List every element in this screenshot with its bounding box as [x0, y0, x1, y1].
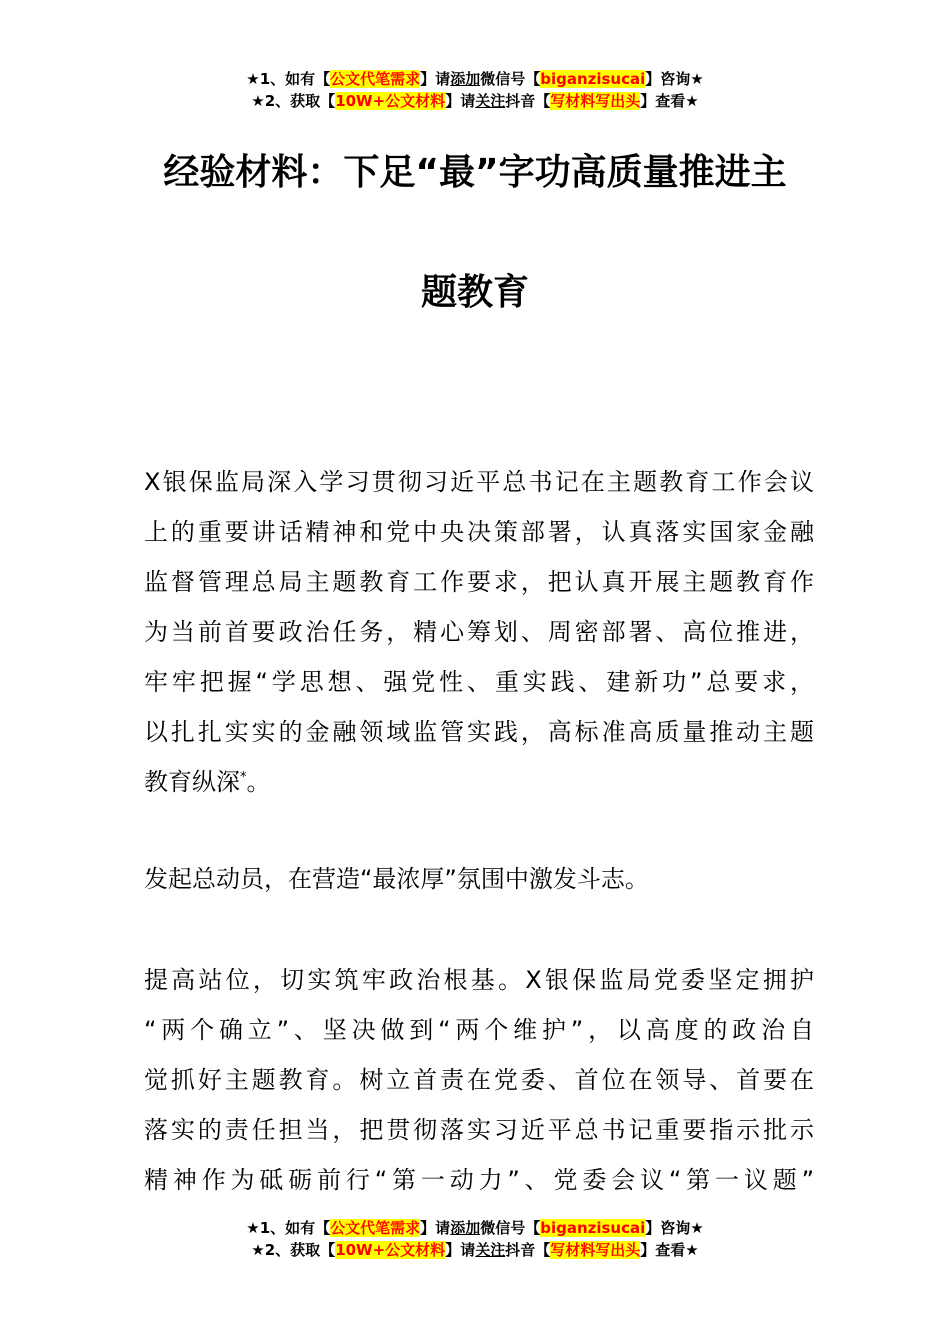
banner-highlight-materials: 10W+公文材料	[335, 1241, 446, 1259]
paragraph-intro	[144, 457, 814, 807]
paragraph-line: 为当前首要政治任务，精心筹划、周密部署、高位推进，	[144, 618, 814, 646]
paragraph-line-text: 教育纵深	[144, 768, 240, 796]
paragraph-line: 以扎扎实实的金融领域监管实践，高标准高质量推动主题	[144, 718, 814, 746]
banner-text: 】咨询★	[645, 1219, 704, 1237]
banner-text: 】请	[420, 70, 451, 88]
banner-text: 抖音【	[505, 1241, 551, 1259]
paragraph-line: X银保监局深入学习贯彻习近平总书记在主题教育工作会议	[144, 468, 814, 496]
paragraph-line: 落实的责任担当，把贯彻落实习近平总书记重要指示批示	[144, 1116, 814, 1144]
banner-text: 】请	[445, 92, 476, 110]
footnote-mark: *	[240, 770, 247, 785]
banner-emphasis: 关注	[475, 1241, 506, 1259]
paragraph-line: 监督管理总局主题教育工作要求，把认真开展主题教育作	[144, 568, 814, 596]
footer-banner-line-1	[0, 1217, 950, 1239]
paragraph-section-heading	[144, 854, 814, 904]
banner-highlight-service: 公文代笔需求	[330, 1219, 421, 1237]
footer-banner-line-2	[0, 1239, 950, 1261]
banner-text: 】查看★	[640, 92, 699, 110]
banner-emphasis: 关注	[475, 92, 506, 110]
paragraph-line: 觉抓好主题教育。树立首责在党委、首位在领导、首要在	[144, 1066, 814, 1094]
paragraph-line: 发起总动员，在营造“最浓厚”氛围中激发斗志。	[144, 865, 649, 893]
paragraph-line	[144, 757, 814, 807]
header-banner-line-2	[0, 90, 950, 112]
banner-text: ★1、如有【	[246, 1219, 331, 1237]
banner-highlight-materials: 10W+公文材料	[335, 92, 446, 110]
banner-highlight-douyin: 写材料写出头	[550, 92, 641, 110]
paragraph-political-foundation	[144, 955, 814, 1205]
header-banner	[0, 68, 950, 112]
paragraph-line: 牢牢把握“学思想、强党性、重实践、建新功”总要求，	[144, 668, 814, 696]
banner-text: 抖音【	[505, 92, 551, 110]
banner-text: 】咨询★	[645, 70, 704, 88]
paragraph-line: 提高站位，切实筑牢政治根基。X银保监局党委坚定拥护	[144, 966, 814, 994]
paragraph-line-text: 。	[246, 768, 271, 796]
paragraph-line: “两个确立”、坚决做到“两个维护”，以高度的政治自	[144, 1016, 814, 1044]
banner-text: 微信号【	[480, 1219, 541, 1237]
header-banner-line-1	[0, 68, 950, 90]
banner-text: 】请	[420, 1219, 451, 1237]
banner-text: ★2、获取【	[251, 92, 336, 110]
banner-text: 微信号【	[480, 70, 541, 88]
banner-text: ★1、如有【	[246, 70, 331, 88]
banner-emphasis: 添加	[450, 70, 481, 88]
banner-text: 】请	[445, 1241, 476, 1259]
banner-highlight-wechat-id: biganzisucai	[540, 70, 646, 88]
banner-text: 】查看★	[640, 1241, 699, 1259]
paragraph-line: 精神作为砥砺前行“第一动力”、党委会议“第一议题”	[144, 1166, 814, 1194]
document-title-line-1: 经验材料：下足“最”字功高质量推进主	[163, 152, 787, 193]
banner-emphasis: 添加	[450, 1219, 481, 1237]
banner-highlight-service: 公文代笔需求	[330, 70, 421, 88]
banner-highlight-wechat-id: biganzisucai	[540, 1219, 646, 1237]
banner-text: ★2、获取【	[251, 1241, 336, 1259]
footer-banner	[0, 1217, 950, 1261]
paragraph-line: 上的重要讲话精神和党中央决策部署，认真落实国家金融	[144, 518, 814, 546]
banner-highlight-douyin: 写材料写出头	[550, 1241, 641, 1259]
document-title-line-2: 题教育	[420, 272, 529, 313]
